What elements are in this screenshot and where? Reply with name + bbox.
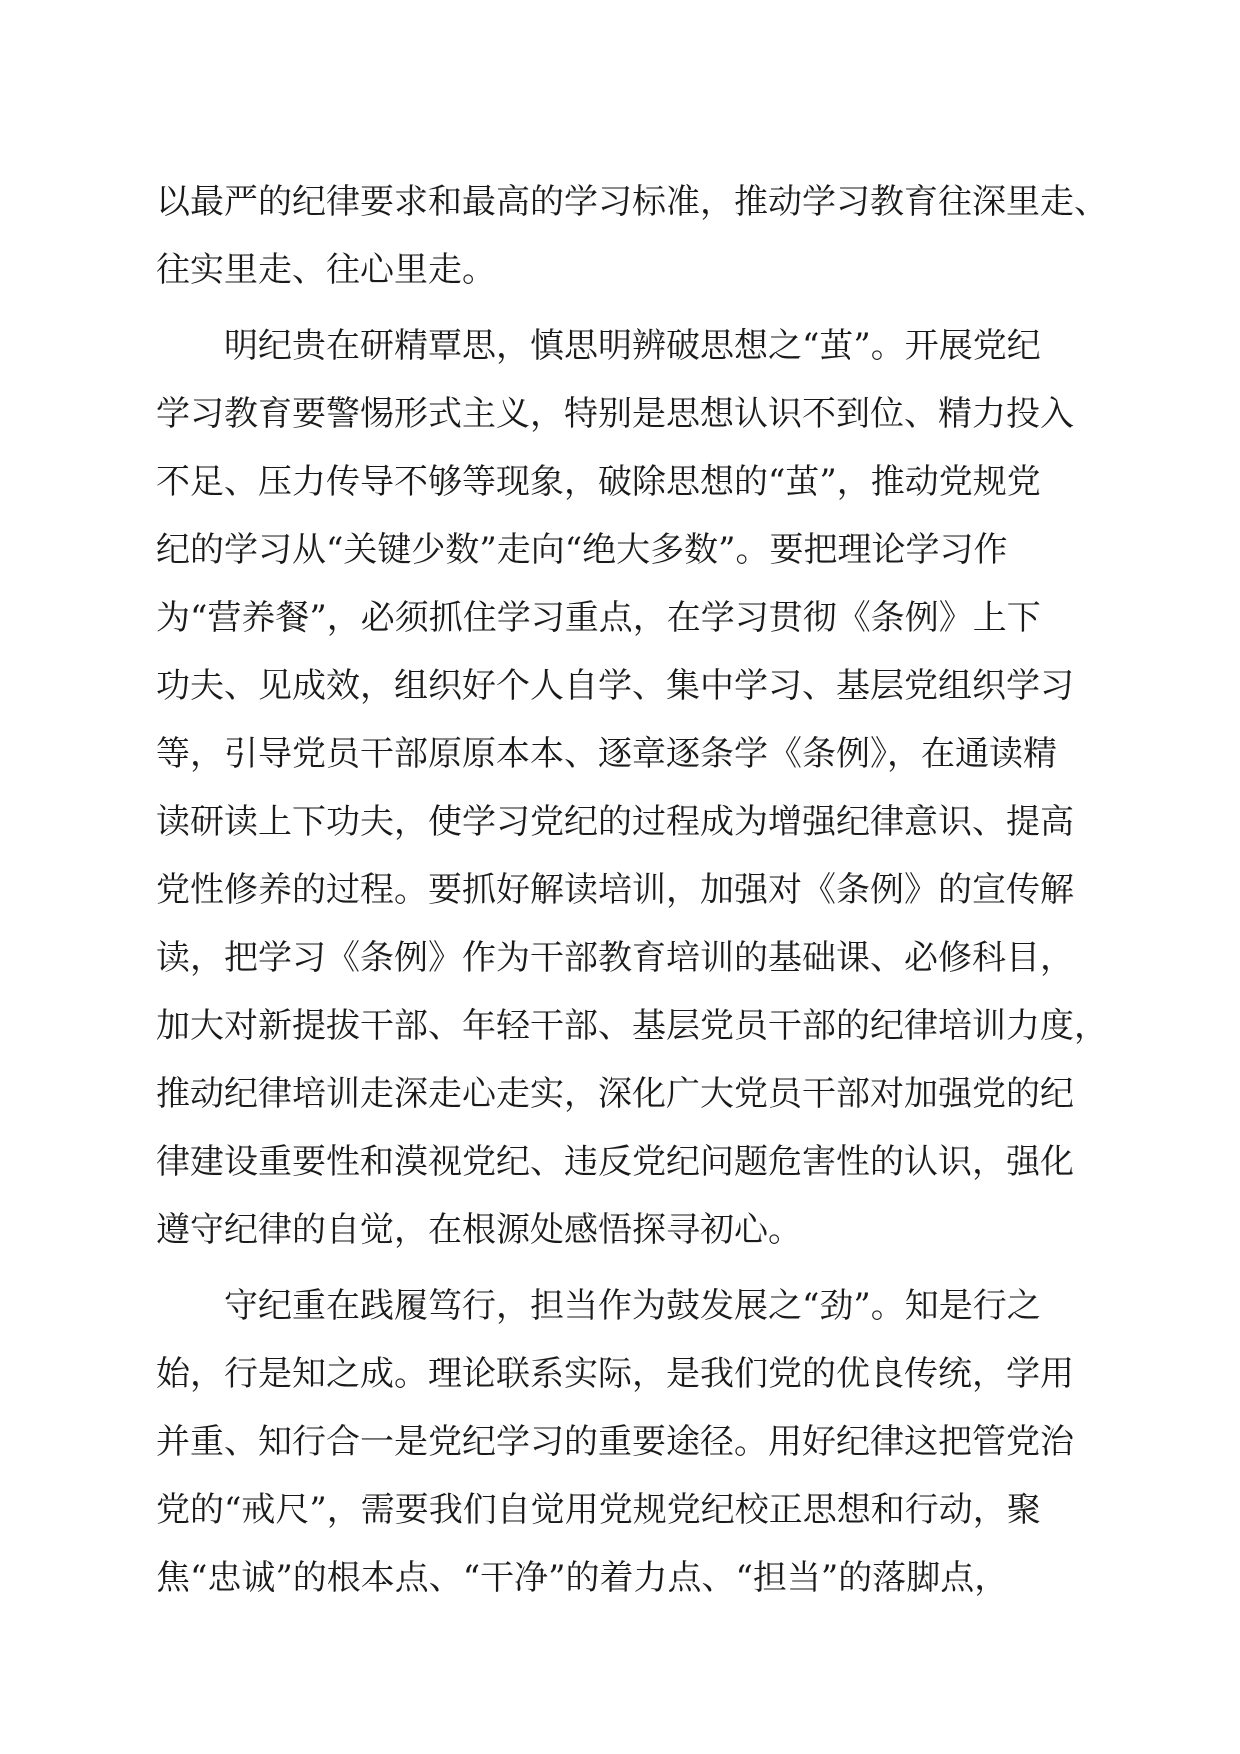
paragraph-2-line-6: 功夫、见成效，组织好个人自学、集中学习、基层党组织学习	[156, 666, 1074, 706]
paragraph-2-line-14: 遵守纪律的自觉，在根源处感悟探寻初心。	[156, 1210, 802, 1250]
paragraph-2-line-4: 纪的学习从“关键少数”走向“绝大多数”。要把理论学习作	[156, 530, 1008, 570]
paragraph-2-line-9: 党性修养的过程。要抓好解读培训，加强对《条例》的宣传解	[156, 870, 1074, 910]
paragraph-2-line-10: 读，把学习《条例》作为干部教育培训的基础课、必修科目，	[156, 938, 1074, 978]
paragraph-2-line-12: 推动纪律培训走深走心走实，深化广大党员干部对加强党的纪	[156, 1074, 1074, 1114]
paragraph-2-line-7: 等，引导党员干部原原本本、逐章逐条学《条例》，在通读精	[156, 734, 1057, 774]
paragraph-2-line-2: 学习教育要警惕形式主义，特别是思想认识不到位、精力投入	[156, 394, 1074, 434]
paragraph-3-line-3: 并重、知行合一是党纪学习的重要途径。用好纪律这把管党治	[156, 1422, 1074, 1462]
paragraph-2-line-5: 为“营养餐”，必须抓住学习重点，在学习贯彻《条例》上下	[156, 598, 1041, 638]
paragraph-2-line-13: 律建设重要性和漠视党纪、违反党纪问题危害性的认识，强化	[156, 1142, 1074, 1182]
paragraph-3-line-2: 始，行是知之成。理论联系实际，是我们党的优良传统，学用	[156, 1354, 1074, 1394]
body-text	[156, 168, 1108, 1612]
paragraph-2-line-3: 不足、压力传导不够等现象，破除思想的“茧”，推动党规党	[156, 462, 1041, 502]
paragraph-1-line-2: 往实里走、往心里走。	[156, 250, 496, 290]
paragraph-3-line-4: 党的“戒尺”，需要我们自觉用党规党纪校正思想和行动，聚	[156, 1490, 1041, 1530]
paragraph-3-line-1: 守纪重在践履笃行，担当作为鼓发展之“劲”。知是行之	[224, 1286, 1041, 1326]
paragraph-3-line-5: 焦“忠诚”的根本点、“干净”的着力点、“担当”的落脚点，	[156, 1558, 1009, 1598]
paragraph-2-line-1: 明纪贵在研精覃思，慎思明辨破思想之“茧”。开展党纪	[224, 326, 1041, 366]
paragraph-2-line-11: 加大对新提拔干部、年轻干部、基层党员干部的纪律培训力度，	[156, 1006, 1108, 1046]
paragraph-2-line-8: 读研读上下功夫，使学习党纪的过程成为增强纪律意识、提高	[156, 802, 1074, 842]
paragraph-1-line-1: 以最严的纪律要求和最高的学习标准，推动学习教育往深里走、	[156, 182, 1108, 222]
